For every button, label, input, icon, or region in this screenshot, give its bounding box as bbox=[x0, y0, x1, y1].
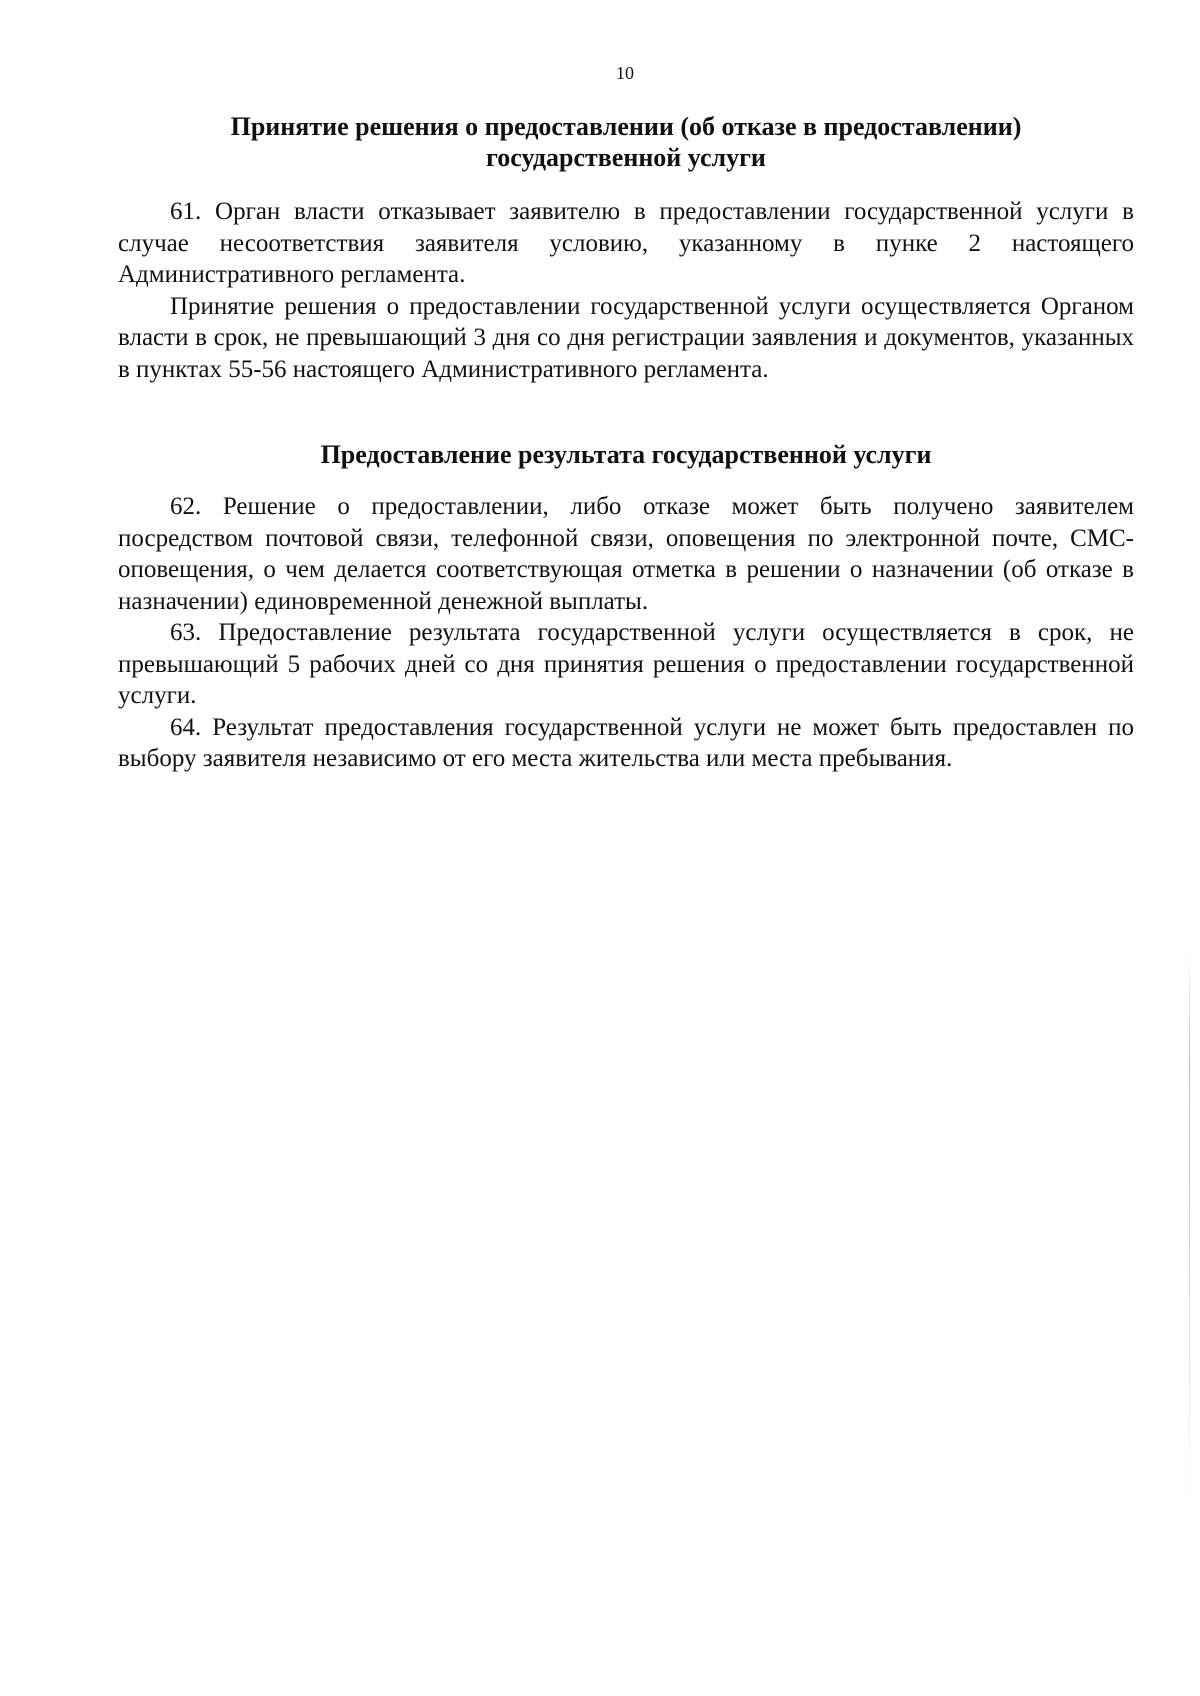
section-heading-result bbox=[118, 439, 1134, 470]
paragraph-62: 62. Решение о предоставлении, либо отказе может быть получено заявителем посредством почтовой связи, телефонной связи, оповещения по электронной почте, СМС-оповещения, о чем делается соответствующая отметка в решении о назначении (об отказе в назначении) единовременной денежной выплаты. bbox=[118, 493, 1134, 615]
scan-edge-artifact bbox=[1189, 950, 1190, 1510]
document-body bbox=[118, 111, 1134, 775]
paragraph-decision-term: Принятие решения о предоставлении государственной услуги осуществляется Органом власти в срок, не превышающий 3 дня со дня регистрации заявления и документов, указанных в пунктах 55-56 настоящего Административного регламента. bbox=[118, 292, 1134, 383]
paragraph-64: 64. Результат предоставления государственной услуги не может быть предоставлен по выбору заявителя независимо от его места жительства или места пребывания. bbox=[118, 713, 1134, 772]
heading-line: Принятие решения о предоставлении (об отказе в предоставлении) bbox=[230, 112, 1022, 141]
page-number: 10 bbox=[616, 63, 634, 83]
paragraph-63: 63. Предоставление результата государственной услуги осуществляется в срок, не превышающий 5 рабочих дней со дня принятия решения о предоставлении государственной услуги. bbox=[118, 619, 1134, 709]
section-heading-decision bbox=[118, 111, 1134, 173]
paragraph-61: 61. Орган власти отказывает заявителю в предоставлении государственной услуги в случае несоответствия заявителя условию, указанному в пунке 2 настоящего Административного регламента. bbox=[118, 198, 1134, 288]
heading-line: государственной услуги bbox=[486, 143, 766, 172]
heading-line: Предоставление результата государственной услуги bbox=[320, 440, 932, 469]
